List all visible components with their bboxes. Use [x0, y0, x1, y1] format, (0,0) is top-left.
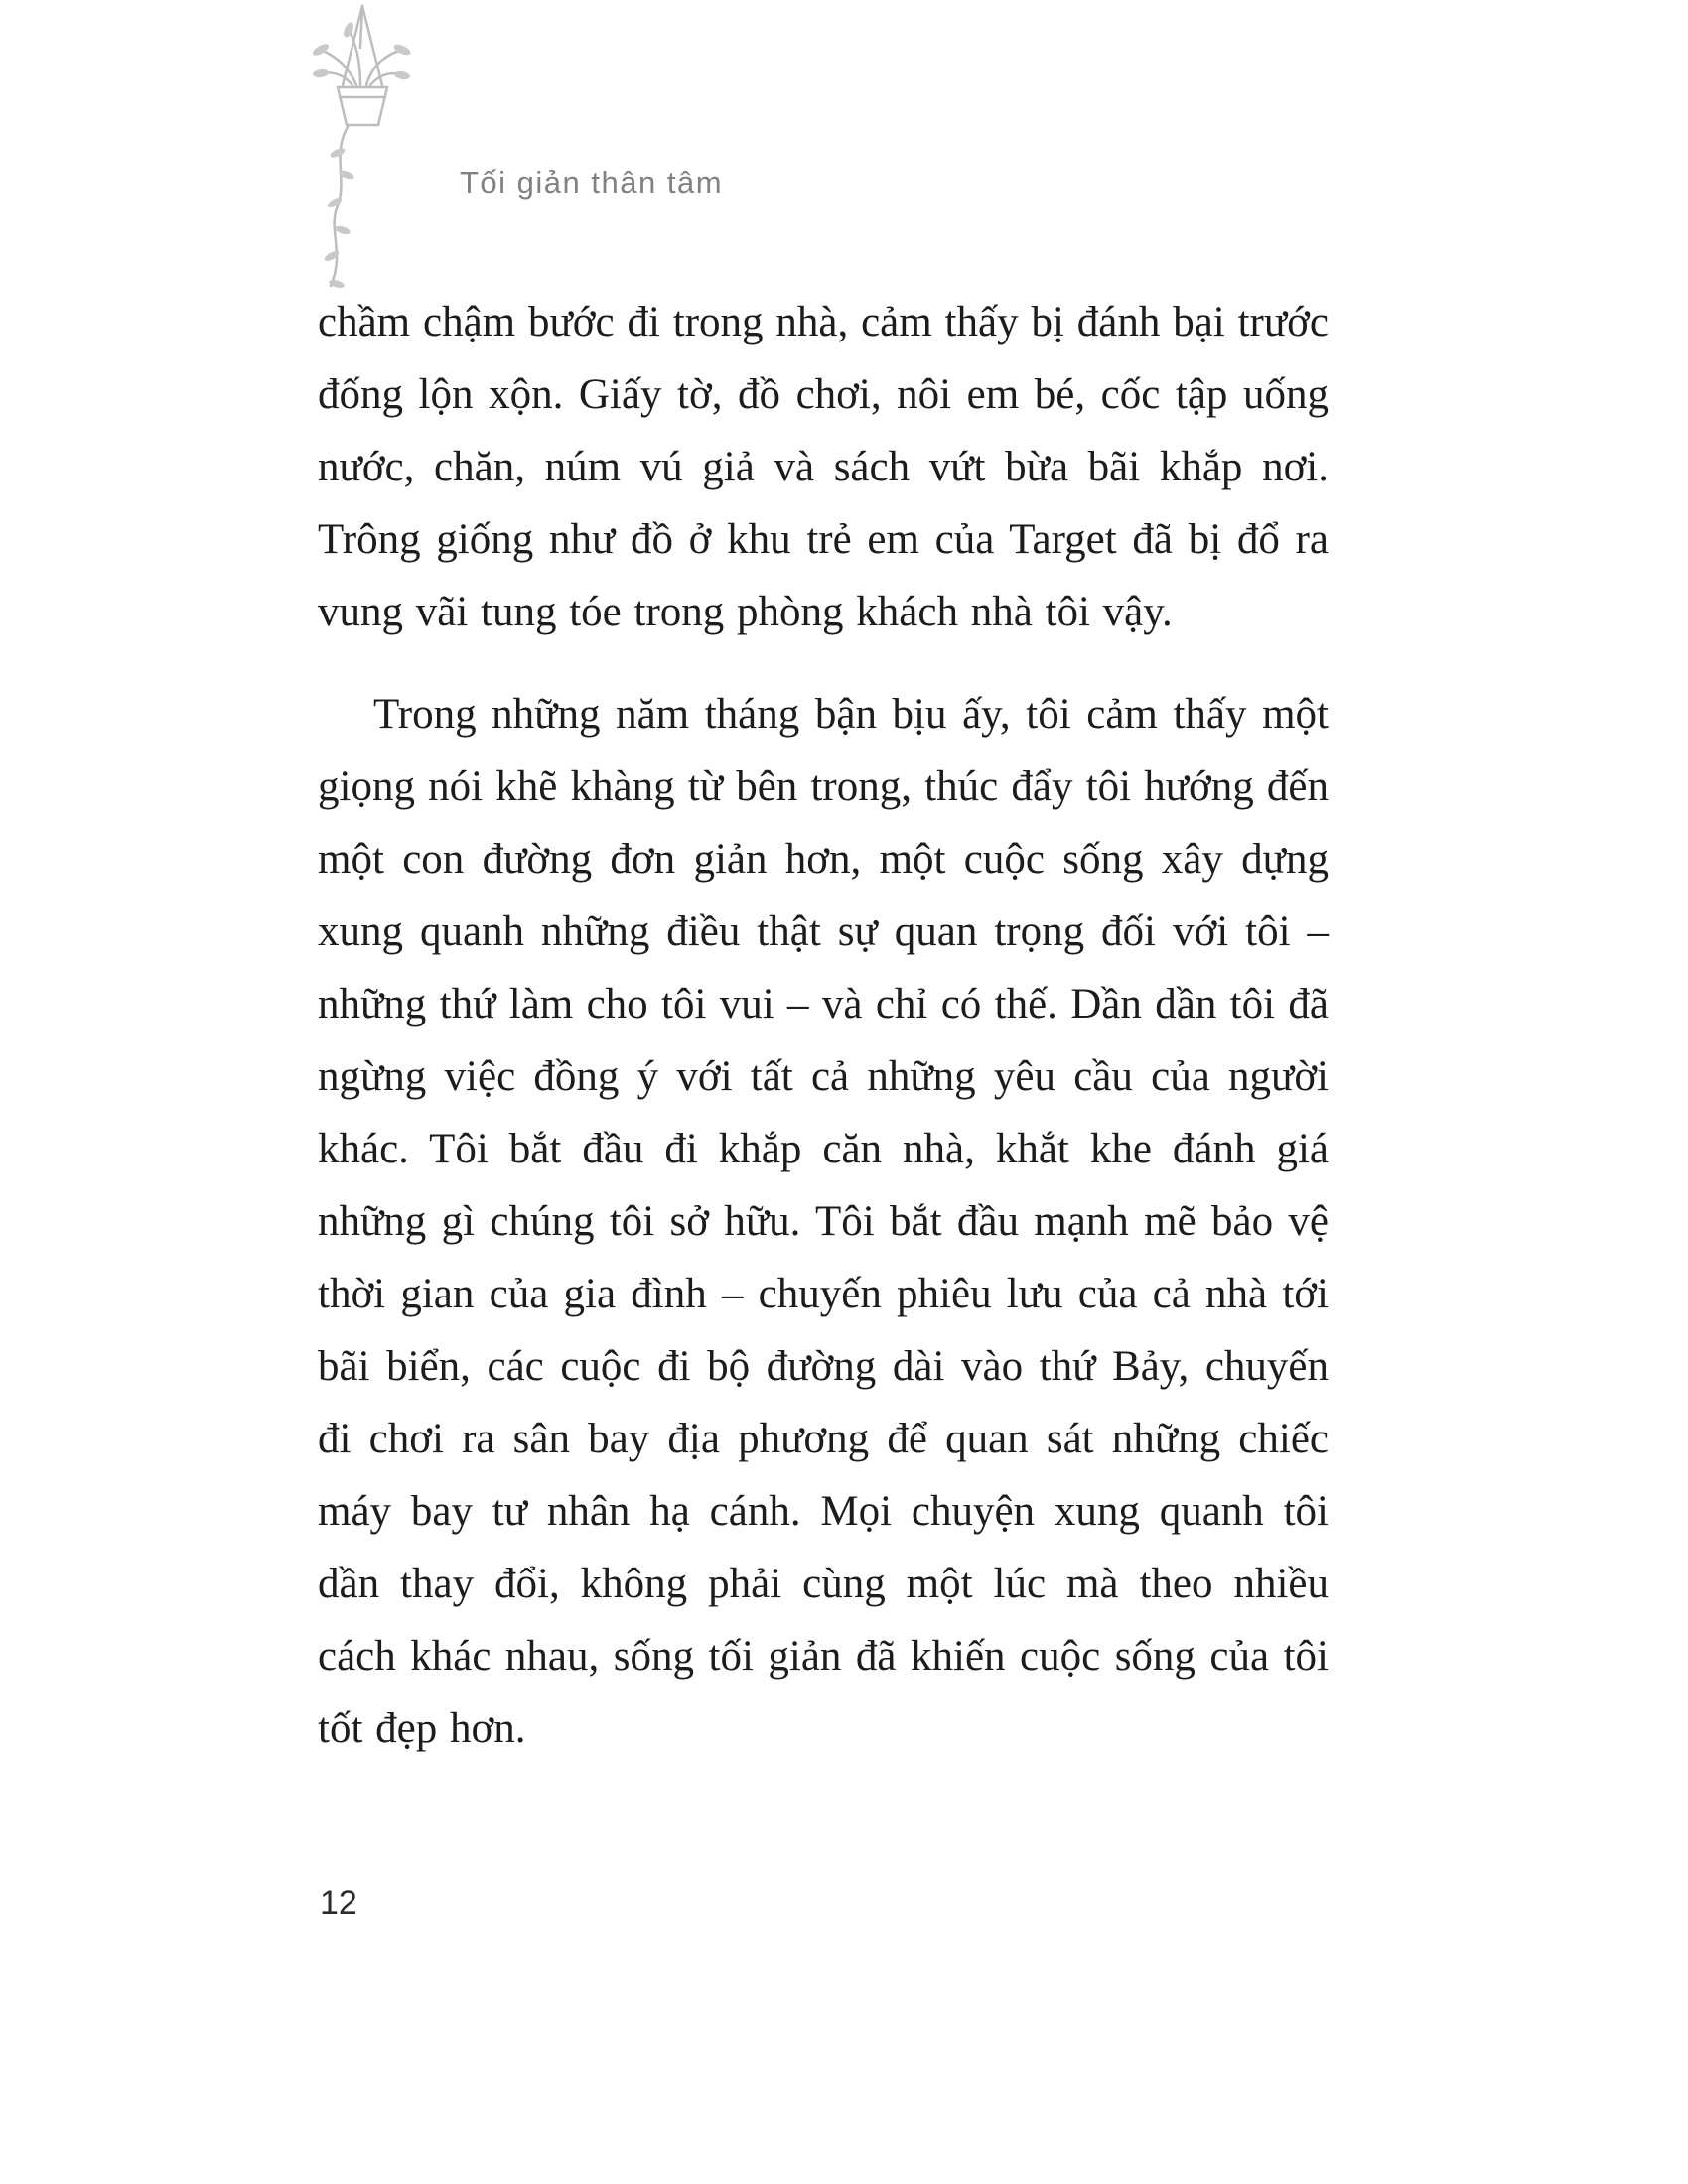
running-header: Tối giản thân tâm: [460, 165, 724, 200]
page-number: 12: [320, 1884, 357, 1922]
paragraph-continuation: chầm chậm bước đi trong nhà, cảm thấy bị đánh bại trước đống lộn xộn. Giấy tờ, đồ chơi, nôi em bé, cốc tập uống nước, chăn, núm vú giả và sách vứt bừa bãi khắp nơi. Trông giống như đồ ở khu trẻ em của Target đã bị đổ ra vung vãi tung tóe trong phòng khách nhà tôi vậy.: [318, 299, 1329, 635]
body-text: [318, 286, 1329, 1765]
hanging-plant-icon: [291, 4, 430, 302]
paragraph: Trong những năm tháng bận bịu ấy, tôi cảm thấy một giọng nói khẽ khàng từ bên trong, thúc đẩy tôi hướng đến một con đường đơn giản hơn, một cuộc sống xây dựng xung quanh những điều thật sự quan trọng đối với tôi – những thứ làm cho tôi vui – và chỉ có thế. Dần dần tôi đã ngừng việc đồng ý với tất cả những yêu cầu của người khác. Tôi bắt đầu đi khắp căn nhà, khắt khe đánh giá những gì chúng tôi sở hữu. Tôi bắt đầu mạnh mẽ bảo vệ thời gian của gia đình – chuyến phiêu lưu của cả nhà tới bãi biển, các cuộc đi bộ đường dài vào thứ Bảy, chuyến đi chơi ra sân bay địa phương để quan sát những chiếc máy bay tư nhân hạ cánh. Mọi chuyện xung quanh tôi dần thay đổi, không phải cùng một lúc mà theo nhiều cách khác nhau, sống tối giản đã khiến cuộc sống của tôi tốt đẹp hơn.: [318, 691, 1329, 1752]
